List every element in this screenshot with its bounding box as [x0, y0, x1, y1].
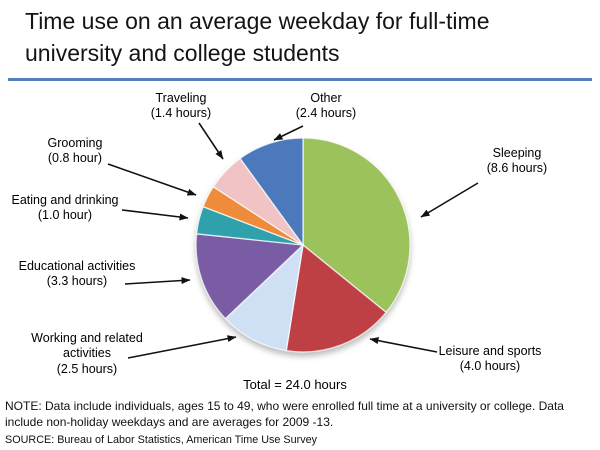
label-working-name: Working and related activities — [31, 331, 143, 361]
label-leisure-name: Leisure and sports — [438, 344, 542, 358]
label-eating-value: (1.0 hour) — [37, 208, 93, 223]
label-traveling — [116, 91, 246, 122]
total-label: Total = 24.0 hours — [243, 377, 347, 392]
label-working — [22, 331, 152, 377]
label-leisure-value: (4.0 hours) — [459, 359, 521, 374]
source-text: SOURCE: Bureau of Labor Statistics, American Time Use Survey — [5, 434, 318, 446]
label-working-value: (2.5 hours) — [56, 361, 118, 376]
page-title: Time use on an average weekday for full-time university and college students — [25, 8, 490, 66]
label-educational-name: Educational activities — [18, 259, 136, 273]
pie-chart — [196, 138, 410, 352]
note-text: NOTE: Data include individuals, ages 15 to 49, who were enrolled full time at a university or college. Data include non-holiday weekdays and are averages for 2009 -13. — [5, 399, 564, 429]
label-sleeping-value: (8.6 hours) — [486, 161, 548, 176]
label-sleeping-name: Sleeping — [492, 146, 542, 160]
label-eating — [0, 193, 130, 224]
label-sleeping — [452, 146, 582, 177]
sleeping-arrow — [421, 183, 478, 217]
label-grooming-name: Grooming — [47, 136, 103, 150]
grooming-arrow — [108, 164, 196, 195]
label-leisure — [425, 344, 555, 375]
label-traveling-value: (1.4 hours) — [150, 106, 212, 121]
label-educational — [12, 259, 142, 290]
label-grooming-value: (0.8 hour) — [47, 151, 103, 166]
label-other — [261, 91, 391, 122]
label-other-name: Other — [310, 91, 342, 105]
label-other-value: (2.4 hours) — [295, 106, 357, 121]
label-educational-value: (3.3 hours) — [46, 274, 108, 289]
eating-arrow — [122, 210, 188, 218]
traveling-arrow — [199, 123, 223, 159]
label-eating-name: Eating and drinking — [11, 193, 119, 207]
label-grooming — [10, 136, 140, 167]
label-traveling-name: Traveling — [155, 91, 207, 105]
